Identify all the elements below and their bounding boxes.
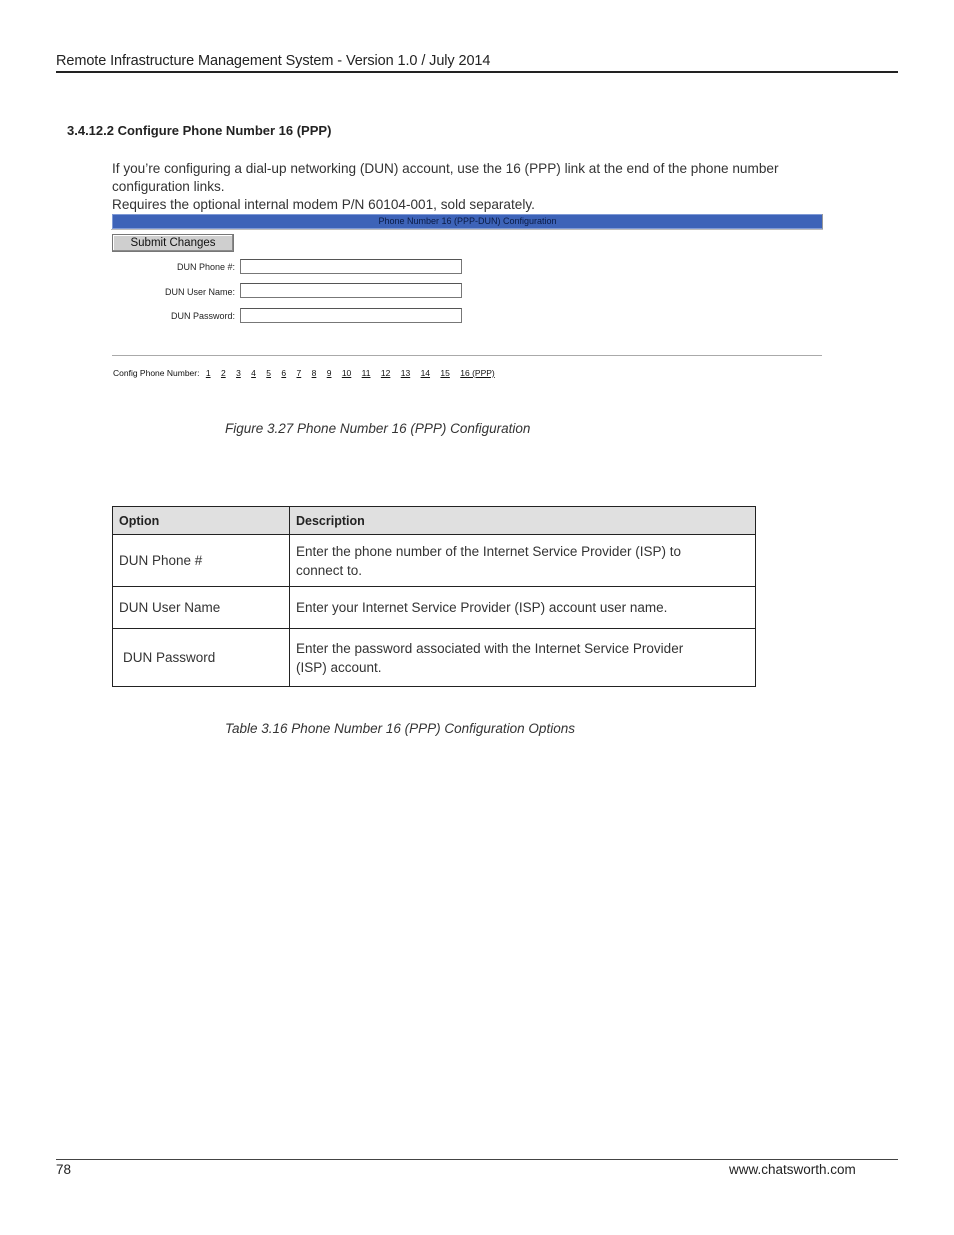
phone-link-8[interactable]: 8	[311, 368, 317, 378]
header-rule	[56, 71, 898, 73]
phone-link-9[interactable]: 9	[326, 368, 332, 378]
intro-line-2: Requires the optional internal modem P/N 60104-001, sold separately.	[112, 197, 535, 212]
description-line: Enter your Internet Service Provider (ISP) account user name.	[296, 600, 668, 615]
option-column-header: Option	[113, 507, 290, 535]
description-line: connect to.	[296, 562, 363, 578]
config-phone-number-nav	[113, 368, 495, 378]
description-line: Enter the password associated with the Internet Service Provider	[296, 640, 684, 656]
options-table	[112, 506, 756, 687]
submit-changes-button[interactable]: Submit Changes	[112, 234, 234, 252]
phone-link-2[interactable]: 2	[220, 368, 226, 378]
website-link[interactable]: www.chatsworth.com	[729, 1162, 856, 1177]
frame-edge	[111, 229, 823, 230]
dun-password-input[interactable]	[240, 308, 462, 323]
phone-link-1[interactable]: 1	[205, 368, 211, 378]
dun-password-label: DUN Password:	[170, 311, 235, 321]
section-title: 3.4.12.2 Configure Phone Number 16 (PPP)	[67, 123, 332, 138]
dun-phone-input[interactable]	[240, 259, 462, 274]
phone-link-11[interactable]: 11	[361, 368, 371, 378]
divider	[112, 355, 822, 356]
description-cell	[290, 587, 756, 629]
dun-user-name-label: DUN User Name:	[164, 287, 235, 297]
config-title-bar: Phone Number 16 (PPP-DUN) Configuration	[112, 214, 823, 229]
phone-link-6[interactable]: 6	[281, 368, 287, 378]
phone-link-4[interactable]: 4	[251, 368, 256, 378]
table-row	[113, 587, 756, 629]
page-number: 78	[56, 1162, 72, 1177]
description-line: Enter the phone number of the Internet Service Provider (ISP) to	[296, 543, 681, 559]
phone-link-16-ppp[interactable]: 16 (PPP)	[460, 368, 495, 378]
option-cell: DUN User Name	[113, 587, 290, 629]
figure-caption: Figure 3.27 Phone Number 16 (PPP) Configuration	[225, 421, 531, 436]
table-caption: Table 3.16 Phone Number 16 (PPP) Configuration Options	[225, 721, 575, 736]
intro-paragraph	[112, 160, 852, 214]
phone-link-7[interactable]: 7	[296, 368, 302, 378]
intro-line-1: If you’re configuring a dial-up networking (DUN) account, use the 16 (PPP) link at the end of the phone number configuration links.	[112, 161, 779, 194]
description-line: (ISP) account.	[296, 659, 382, 675]
config-phone-number-label: Config Phone Number:	[113, 368, 200, 378]
phone-link-10[interactable]: 10	[341, 368, 352, 378]
option-cell: DUN Password	[113, 629, 290, 687]
config-screenshot	[111, 212, 824, 382]
description-cell	[290, 629, 756, 687]
description-cell	[290, 535, 756, 587]
table-header-row	[113, 507, 756, 535]
phone-link-14[interactable]: 14	[420, 368, 431, 378]
dun-phone-label: DUN Phone #:	[176, 262, 235, 272]
running-header: Remote Infrastructure Management System - Version 1.0 / July 2014	[56, 53, 491, 69]
table-row	[113, 629, 756, 687]
footer-rule	[56, 1159, 898, 1160]
option-cell: DUN Phone #	[113, 535, 290, 587]
phone-link-15[interactable]: 15	[440, 368, 450, 378]
phone-link-3[interactable]: 3	[236, 368, 241, 378]
phone-link-5[interactable]: 5	[266, 368, 272, 378]
phone-link-12[interactable]: 12	[380, 368, 391, 378]
description-column-header: Description	[290, 507, 756, 535]
frame-edge	[822, 214, 823, 230]
table-row	[113, 535, 756, 587]
phone-link-13[interactable]: 13	[400, 368, 411, 378]
dun-user-name-input[interactable]	[240, 283, 462, 298]
